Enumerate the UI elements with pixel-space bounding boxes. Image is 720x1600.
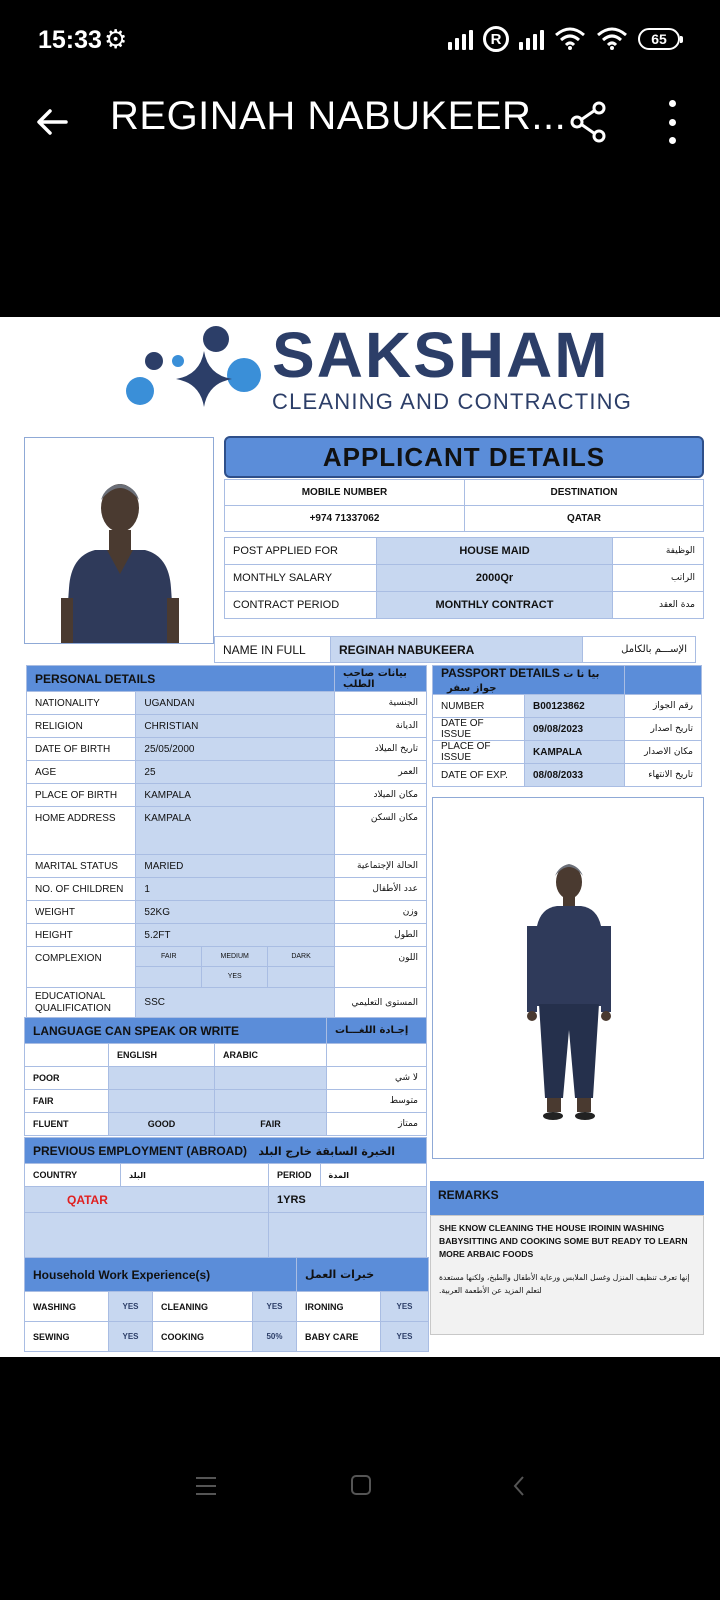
personal-details-title: PERSONAL DETAILS	[27, 666, 335, 692]
navigation-bar	[0, 1357, 720, 1600]
salary-value: 2000Qr	[377, 565, 613, 592]
dob-value: 25/05/2000	[136, 738, 335, 761]
salary-arabic: الراتب	[613, 565, 704, 592]
app-bar	[0, 82, 720, 182]
company-name: SAKSHAM	[272, 319, 610, 391]
marital-label: MARITAL STATUS	[27, 855, 136, 878]
employment-title-text: PREVIOUS EMPLOYMENT (ABROAD)	[33, 1143, 248, 1158]
expiry-arabic: تاريخ الانتهاء	[625, 764, 702, 787]
complexion-fair: FAIR	[136, 947, 202, 967]
weight-value: 52KG	[136, 901, 335, 924]
religion-value: CHRISTIAN	[136, 715, 335, 738]
complexion-selected: YES	[202, 967, 268, 987]
applicant-portrait-photo	[24, 437, 214, 644]
country-label-arabic: البلد	[121, 1164, 269, 1187]
contract-arabic: مدة العقد	[613, 592, 704, 619]
language-fair-arabic	[215, 1090, 327, 1113]
language-title-arabic: إجـادة اللغـــات	[327, 1018, 427, 1044]
employment-table	[24, 1137, 427, 1259]
applicant-full-body-photo	[432, 797, 704, 1159]
address-label: HOME ADDRESS	[27, 807, 136, 855]
language-title: LANGUAGE CAN SPEAK OR WRITE	[25, 1018, 327, 1044]
weight-arabic: وزن	[335, 901, 427, 924]
post-table	[224, 537, 704, 619]
post-arabic: الوظيفة	[613, 538, 704, 565]
document-title: REGINAH NABUKEER...	[110, 94, 567, 138]
post-label: POST APPLIED FOR	[225, 538, 377, 565]
washing-value: YES	[109, 1292, 153, 1322]
language-fluent-arabic: FAIR	[215, 1113, 327, 1136]
passport-title-text: PASSPORT DETAILS	[441, 666, 560, 680]
age-arabic: العمر	[335, 761, 427, 784]
status-bar	[0, 0, 720, 82]
name-table	[214, 636, 696, 663]
remarks-text: SHE KNOW CLEANING THE HOUSE IROININ WASHING BABYSITTING AND COOKING SOME BUT READY TO LEARN MORE ARBAIC FOODS	[439, 1223, 688, 1259]
remarks-box	[430, 1215, 704, 1335]
marital-arabic: الحالة الإجتماعية	[335, 855, 427, 878]
household-table	[24, 1257, 429, 1352]
education-arabic: المستوى التعليمي	[335, 988, 427, 1018]
cleaning-value: YES	[253, 1292, 297, 1322]
household-title-arabic: خبرات العمل	[297, 1258, 429, 1292]
issue-place-label: PLACE OF ISSUE	[433, 741, 525, 764]
passport-number-label: NUMBER	[433, 695, 525, 718]
country-value: QATAR	[25, 1187, 269, 1213]
pob-value: KAMPALA	[136, 784, 335, 807]
nationality-label: NATIONALITY	[27, 692, 136, 715]
mobile-number-label: MOBILE NUMBER	[225, 480, 465, 506]
complexion-medium: MEDIUM	[202, 947, 268, 967]
employment-title-arabic: الخبرة السابقة خارج البلد	[258, 1144, 395, 1158]
nationality-arabic: الجنسية	[335, 692, 427, 715]
logo-bubbles-icon	[124, 325, 266, 409]
document-page	[0, 317, 720, 1357]
language-fluent-english: GOOD	[109, 1113, 215, 1136]
language-fair-label: FAIR	[25, 1090, 109, 1113]
language-fair-english	[109, 1090, 215, 1113]
issue-place-value: KAMPALA	[525, 741, 625, 764]
passport-number-value: B00123862	[525, 695, 625, 718]
dob-arabic: تاريخ الميلاد	[335, 738, 427, 761]
signal-2-icon	[519, 28, 544, 50]
issue-date-value: 09/08/2023	[525, 718, 625, 741]
ironing-label: IRONING	[297, 1292, 381, 1322]
household-title: Household Work Experience(s)	[25, 1258, 297, 1292]
applicant-details-banner: APPLICANT DETAILS	[224, 436, 704, 478]
language-poor-label: POOR	[25, 1067, 109, 1090]
expiry-value: 08/08/2033	[525, 764, 625, 787]
full-body-figure-icon	[433, 798, 704, 1159]
employment-title	[25, 1138, 427, 1164]
baby-care-value: YES	[381, 1322, 429, 1352]
wifi-icon	[554, 27, 586, 51]
expiry-label: DATE OF EXP.	[433, 764, 525, 787]
personal-details-table	[26, 665, 427, 1018]
sewing-label: SEWING	[25, 1322, 109, 1352]
destination-label: DESTINATION	[465, 480, 704, 506]
post-value: HOUSE MAID	[377, 538, 613, 565]
complexion-dark: DARK	[268, 947, 334, 967]
personal-details-arabic: بيانات صاحب الطلب	[335, 666, 427, 692]
contract-label: CONTRACT PERIOD	[225, 592, 377, 619]
cooking-label: COOKING	[153, 1322, 253, 1352]
destination-value: QATAR	[465, 506, 704, 532]
name-value: REGINAH NABUKEERA	[331, 637, 583, 663]
status-time: 15:33	[38, 26, 102, 54]
religion-arabic: الديانة	[335, 715, 427, 738]
country-label: COUNTRY	[25, 1164, 121, 1187]
ironing-value: YES	[381, 1292, 429, 1322]
language-english-header: ENGLISH	[109, 1044, 215, 1067]
sewing-value: YES	[109, 1322, 153, 1352]
contract-value: MONTHLY CONTRACT	[377, 592, 613, 619]
language-fluent-ar: ممتاز	[327, 1113, 427, 1136]
passport-number-arabic: رقم الجواز	[625, 695, 702, 718]
height-value: 5.2FT	[136, 924, 335, 947]
complexion-arabic: اللون	[335, 947, 427, 988]
children-value: 1	[136, 878, 335, 901]
wifi-2-icon	[596, 27, 628, 51]
remarks-title: REMARKS	[430, 1181, 704, 1215]
weight-label: WEIGHT	[27, 901, 136, 924]
education-label: EDUCATIONAL QUALIFICATION	[27, 988, 136, 1018]
age-value: 25	[136, 761, 335, 784]
remarks-text-arabic: إنها تعرف تنظيف المنزل وغسل الملابس ورعاية الأطفال والطبخ، ولكنها مستعدة لتعلم المزيد عن الأطعمة العربية.	[439, 1273, 690, 1295]
signal-icon	[448, 28, 473, 50]
language-fair-ar: متوسط	[327, 1090, 427, 1113]
education-value: SSC	[136, 988, 335, 1018]
children-arabic: عدد الأطفال	[335, 878, 427, 901]
children-label: NO. OF CHILDREN	[27, 878, 136, 901]
language-fluent-label: FLUENT	[25, 1113, 109, 1136]
battery-icon: 65	[638, 28, 680, 50]
religion-label: RELIGION	[27, 715, 136, 738]
issue-date-label: DATE OF ISSUE	[433, 718, 525, 741]
baby-care-label: BABY CARE	[297, 1322, 381, 1352]
cooking-value: 50%	[253, 1322, 297, 1352]
period-value: 1YRS	[269, 1187, 427, 1213]
passport-table	[432, 665, 702, 787]
share-icon[interactable]	[568, 100, 608, 144]
issue-place-arabic: مكان الاصدار	[625, 741, 702, 764]
settings-gear-icon: ⚙	[104, 24, 128, 54]
dob-label: DATE OF BIRTH	[27, 738, 136, 761]
back-arrow-icon[interactable]	[32, 102, 72, 142]
language-poor-arabic	[215, 1067, 327, 1090]
nav-back-icon[interactable]	[512, 1475, 526, 1497]
age-label: AGE	[27, 761, 136, 784]
language-arabic-header: ARABIC	[215, 1044, 327, 1067]
language-table	[24, 1017, 427, 1136]
washing-label: WASHING	[25, 1292, 109, 1322]
period-label: PERIOD	[269, 1164, 321, 1187]
contact-table	[224, 479, 704, 532]
language-poor-english	[109, 1067, 215, 1090]
roaming-icon: R	[483, 26, 509, 52]
recents-icon[interactable]	[196, 1477, 216, 1495]
nationality-value: UGANDAN	[136, 692, 335, 715]
mobile-number-value: +974 71337062	[225, 506, 465, 532]
name-label: NAME IN FULL	[215, 637, 331, 663]
cleaning-label: CLEANING	[153, 1292, 253, 1322]
height-arabic: الطول	[335, 924, 427, 947]
height-label: HEIGHT	[27, 924, 136, 947]
address-value: KAMPALA	[136, 807, 335, 855]
complexion-grid	[136, 947, 335, 988]
passport-title	[433, 666, 625, 695]
language-poor-ar: لا شي	[327, 1067, 427, 1090]
pob-arabic: مكان الميلاد	[335, 784, 427, 807]
period-label-arabic: المدة	[320, 1164, 426, 1187]
portrait-figure-icon	[25, 438, 214, 644]
marital-value: MARIED	[136, 855, 335, 878]
salary-label: MONTHLY SALARY	[225, 565, 377, 592]
status-icons	[448, 26, 680, 52]
complexion-label: COMPLEXION	[27, 947, 136, 988]
company-tagline: CLEANING AND CONTRACTING	[272, 389, 633, 414]
home-icon[interactable]	[351, 1475, 371, 1495]
address-arabic: مكان السكن	[335, 807, 427, 855]
pob-label: PLACE OF BIRTH	[27, 784, 136, 807]
name-arabic: الإســـم بالكامل	[583, 637, 696, 663]
issue-date-arabic: تاريخ اصدار	[625, 718, 702, 741]
passport-title-arabic: بيا نا ت جواز سفر	[447, 669, 600, 694]
more-options-icon[interactable]	[664, 100, 680, 144]
